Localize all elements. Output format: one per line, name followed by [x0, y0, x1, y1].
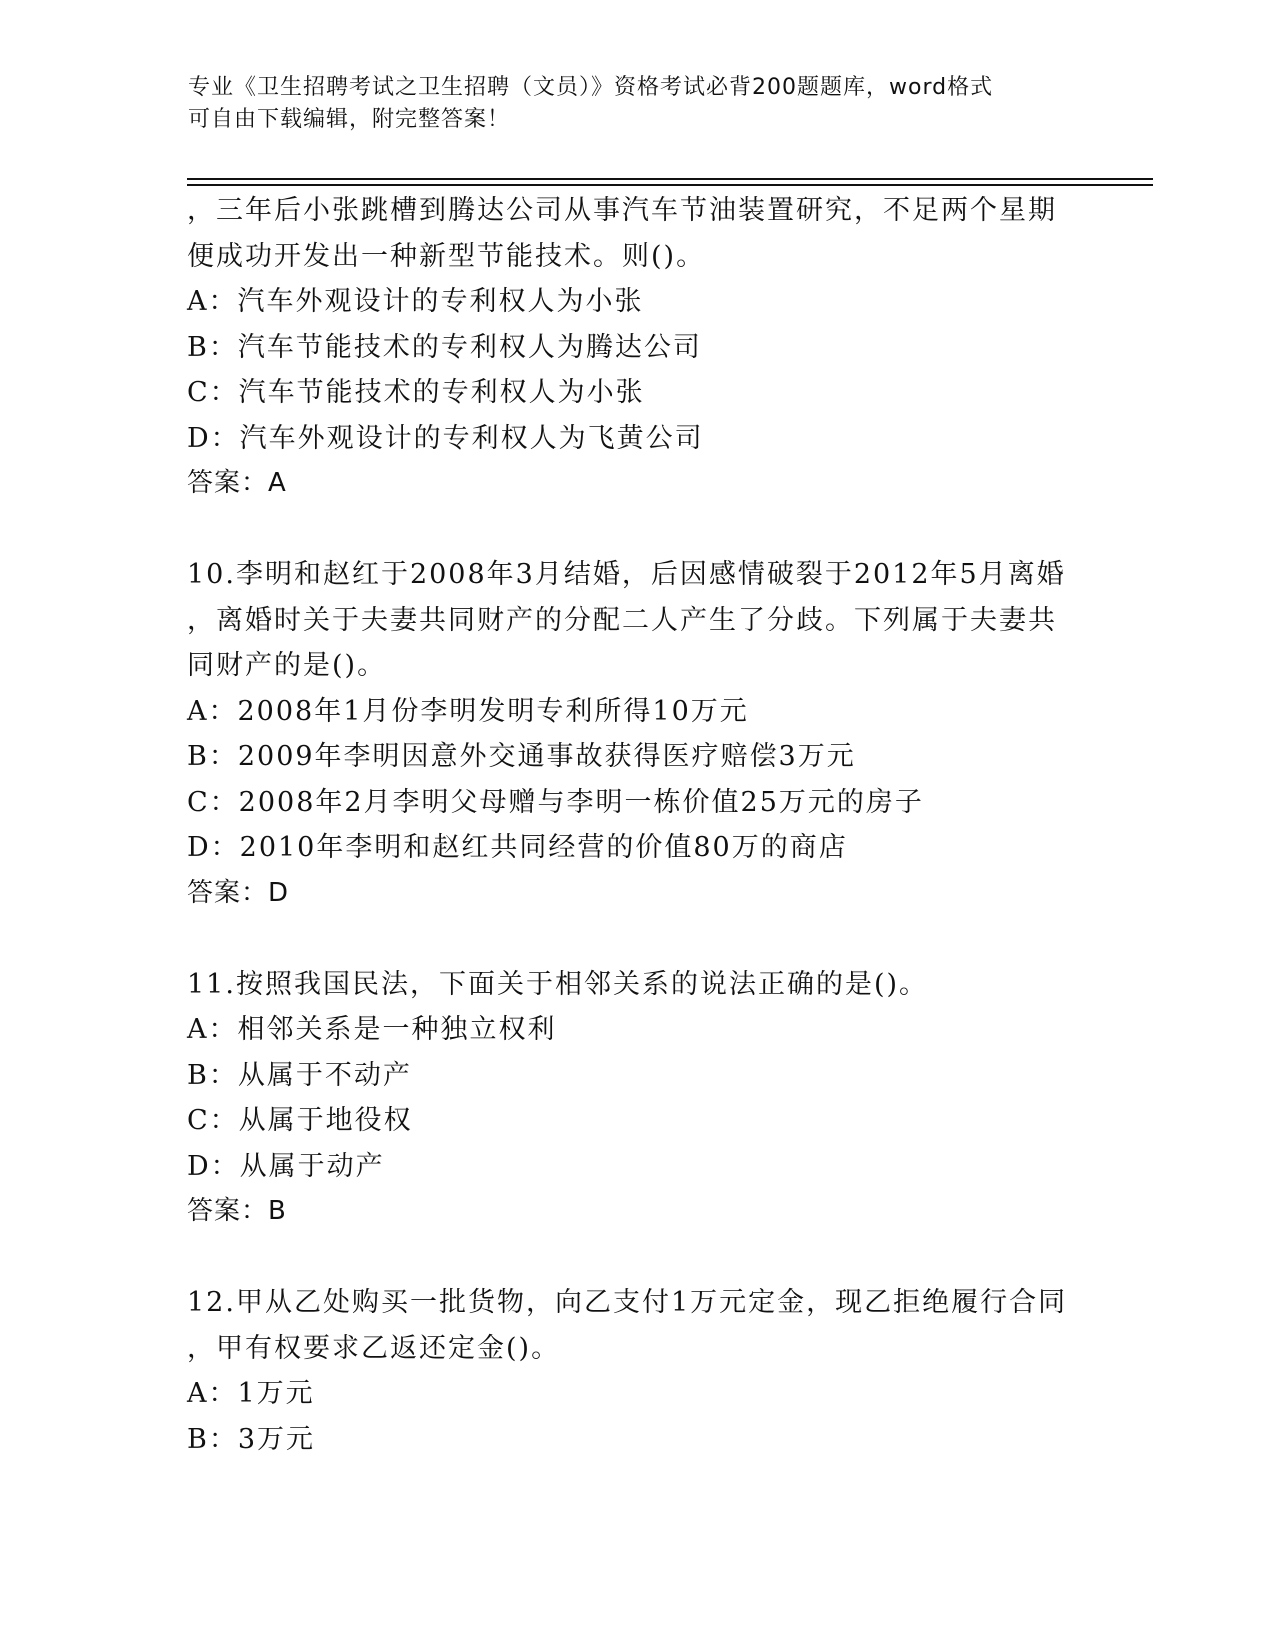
question-12-stem-line-1: 12.甲从乙处购买一批货物，向乙支付1万元定金，现乙拒绝履行合同	[187, 1287, 1068, 1318]
question-12-option-a: A：1万元	[187, 1378, 315, 1409]
question-9-stem-line-2: 便成功开发出一种新型节能技术。则()。	[187, 240, 706, 272]
header-title-line-2: 可自由下载编辑，附完整答案！	[188, 107, 511, 132]
header-divider-top	[187, 178, 1153, 180]
question-11-option-d: D：从属于动产	[187, 1150, 385, 1182]
question-11-answer: 答案：B	[187, 1196, 287, 1226]
question-10-stem-line-2: ，离婚时关于夫妻共同财产的分配二人产生了分歧。下列属于夫妻共	[187, 604, 1057, 636]
spacer	[187, 1235, 1087, 1281]
question-9-stem-line-1: ，三年后小张跳槽到腾达公司从事汽车节油装置研究，不足两个星期	[187, 195, 1057, 226]
question-12	[187, 1280, 1087, 1462]
document-header	[188, 72, 1088, 136]
question-9-option-c: C：汽车节能技术的专利权人为小张	[187, 377, 645, 408]
question-12-stem-line-2: ，甲有权要求乙返还定金()。	[187, 1332, 561, 1364]
question-10-answer: 答案：D	[187, 877, 290, 908]
question-10-stem-line-1: 10.李明和赵红于2008年3月结婚，后因感情破裂于2012年5月离婚	[187, 559, 1066, 590]
question-12-option-b: B：3万元	[187, 1423, 316, 1455]
header-title-line-1: 专业《卫生招聘考试之卫生招聘（文员）》资格考试必背200题题库，word格式	[188, 75, 994, 100]
spacer	[187, 507, 1087, 553]
question-11-option-a: A：相邻关系是一种独立权利	[187, 1014, 557, 1045]
question-9-option-d: D：汽车外观设计的专利权人为飞黄公司	[187, 422, 704, 454]
question-10	[187, 552, 1087, 916]
question-9-answer: 答案：A	[187, 468, 287, 498]
question-10-option-b: B：2009年李明因意外交通事故获得医疗赔偿3万元	[187, 741, 856, 772]
question-9-option-b: B：汽车节能技术的专利权人为腾达公司	[187, 331, 702, 363]
question-content	[187, 188, 1087, 1462]
question-10-stem-line-3: 同财产的是()。	[187, 650, 387, 681]
header-divider-bottom	[187, 184, 1153, 186]
question-10-option-c: C：2008年2月李明父母赠与李明一栋价值25万元的房子	[187, 786, 924, 818]
question-11	[187, 962, 1087, 1235]
question-11-option-c: C：从属于地役权	[187, 1105, 413, 1136]
question-9-continued	[187, 188, 1087, 507]
question-11-option-b: B：从属于不动产	[187, 1059, 412, 1091]
question-9-option-a: A：汽车外观设计的专利权人为小张	[187, 286, 644, 317]
question-10-option-d: D：2010年李明和赵红共同经营的价值80万的商店	[187, 832, 848, 863]
question-10-option-a: A：2008年1月份李明发明专利所得10万元	[187, 695, 749, 727]
question-11-stem-line-1: 11.按照我国民法，下面关于相邻关系的说法正确的是()。	[187, 968, 929, 1000]
spacer	[187, 916, 1087, 962]
